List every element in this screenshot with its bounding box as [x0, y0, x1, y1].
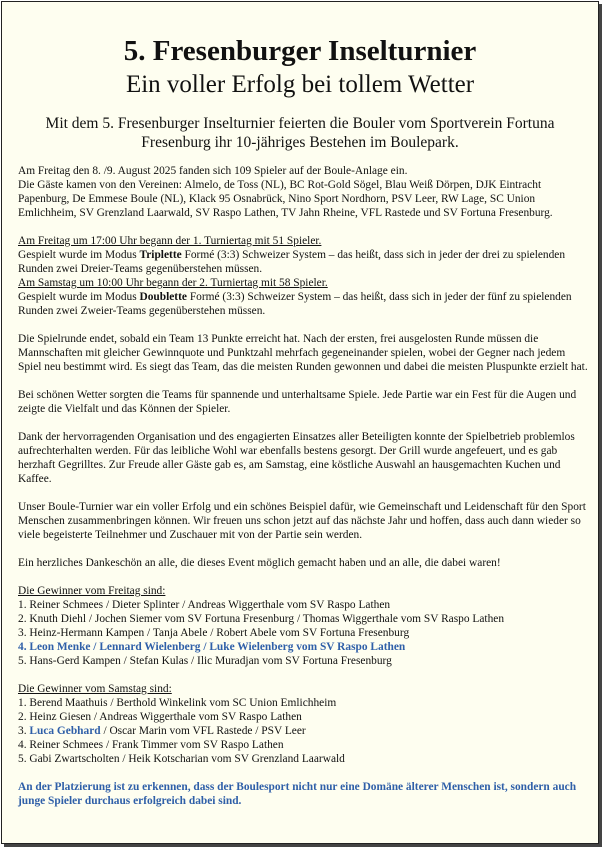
friday-winner-2: 2. Knuth Diehl / Jochen Siemer vom SV Fortuna Fresenburg / Thomas Wiggerthale vom SV Raspo Lathen — [18, 613, 505, 625]
friday-mode-text: Gespielt wurde im Modus Triplette Formé (3:3) Schweizer System – das heißt, dass sich in jeder der drei zu spielenden Runden zwei Dreier-Teams gegenüberstehen müssen. — [18, 249, 566, 275]
document-page — [1, 1, 599, 844]
saturday-winner-3: 3. Luca Gebhard / Oscar Marin vom VFL Rastede / PSV Leer — [18, 725, 306, 737]
friday-winner-5: 5. Hans-Gerd Kampen / Stefan Kulas / Ilic Muradjan vom SV Fortuna Fresenburg — [18, 655, 392, 667]
weather-paragraph: Bei schönen Wetter sorgten die Teams für spannende und unterhaltsame Spiele. Jede Partie war ein Fest für die Augen und zeigte die Vielfalt und das Können der Spieler. — [18, 389, 577, 415]
saturday-winner-5: 5. Gabi Zwartscholten / Heik Kotscharian vom SV Grenzland Laarwald — [18, 753, 345, 765]
intro-paragraph: Mit dem 5. Fresenburger Inselturnier feierten die Bouler vom Sportverein Fortuna Fresenburg ihr 10-jähriges Bestehen im Boulepark. — [45, 115, 555, 151]
saturday-winner-4: 4. Reiner Schmees / Frank Timmer vom SV Raspo Lathen — [18, 739, 284, 751]
friday-heading: Am Freitag um 17:00 Uhr begann der 1. Turniertag mit 51 Spieler. — [18, 235, 322, 247]
friday-mode: Triplette — [139, 249, 182, 261]
saturday-heading: Am Samstag um 10:00 Uhr begann der 2. Turniertag mit 58 Spieler. — [18, 277, 328, 289]
thanks-paragraph: Ein herzliches Dankeschön an alle, die dieses Event möglich gemacht haben und an alle, die dabei waren! — [18, 557, 501, 569]
friday-winner-1: 1. Reiner Schmees / Dieter Splinter / Andreas Wiggerthale vom SV Raspo Lathen — [18, 599, 391, 611]
success-paragraph: Unser Boule-Turnier war ein voller Erfolg und ein schönes Beispiel dafür, wie Gemeinschaft und Leidenschaft für den Sport Menschen zusammenbringen können. Wir freuen uns schon jetzt auf das nächste Jahr und hoffen, dass auch dann wieder so viele begeisterte Teilnehmer und Zuschauer mit von der Partie sein werden. — [18, 501, 586, 541]
saturday-winner-2: 2. Heinz Giesen / Andreas Wiggerthale vom SV Raspo Lathen — [18, 711, 302, 723]
highlighted-player: Luca Gebhard — [29, 725, 101, 737]
attendance-text: Am Freitag den 8. /9. August 2025 fanden sich 109 Spieler auf der Boule-Anlage ein. — [18, 165, 408, 177]
page-title: 5. Fresenburger Inselturnier — [123, 35, 477, 67]
saturday-mode: Doublette — [139, 291, 187, 303]
page-subtitle: Ein voller Erfolg bei tollem Wetter — [125, 71, 475, 98]
rules-paragraph: Die Spielrunde endet, sobald ein Team 13 Punkte erreicht hat. Nach der ersten, frei ausgelosten Runde müssen die Mannschaften mit gleicher Gewinnquote und Punktzahl mehrfach gegeneinander spielen, wobei der Gegner nach jedem Spiel neu bestimmt wird. Es siegt das Team, das die meisten Runden gewonnen und dabei die meisten Pluspunkte erzielt hat. — [18, 333, 588, 373]
article-body — [18, 164, 588, 808]
saturday-mode-text: Gespielt wurde im Modus Doublette Formé (3:3) Schweizer System – das heißt, dass sich in jeder der fünf zu spielenden Runden zwei Zweier-Teams gegenüberstehen müssen. — [18, 291, 572, 317]
closing-statement: An der Platzierung ist zu erkennen, dass der Boulesport nicht nur eine Domäne älterer Menschen ist, sondern auch junge Spieler durchaus erfolgreich dabei sind. — [18, 781, 577, 807]
friday-winner-4: 4. Leon Menke / Lennard Wielenberg / Luke Wielenberg vom SV Raspo Lathen — [18, 641, 406, 653]
clubs-text: Die Gäste kamen von den Vereinen: Almelo, de Toss (NL), BC Rot-Gold Sögel, Blau Weiß Dörpen, DJK Eintracht Papenburg, De Emmese Boule (NL), Klack 95 Osnabrück, Nino Sport Nordhorn, PSV Leer, RW Lage, SC Union Emlichheim, SV Grenzland Laarwald, SV Raspo Lathen, TV Jahn Rheine, VFL Rastede und SV Fortuna Fresenburg. — [18, 179, 553, 219]
organisation-paragraph: Dank der hervorragenden Organisation und des engagierten Einsatzes aller Beteiligten konnte der Spielbetrieb problemlos aufrechterhalten werden. Für das leibliche Wohl war ebenfalls bestens gesorgt. Der Grill wurde angefeuert, und es gab herzhaft Gegrilltes. Zur Freude aller Gäste gab es, am Samstag, eine köstliche Auswahl an hausgemachten Kuchen und Kaffee. — [18, 431, 575, 485]
friday-winner-3: 3. Heinz-Hermann Kampen / Tanja Abele / Robert Abele vom SV Fortuna Fresenburg — [18, 627, 410, 639]
saturday-winners-heading: Die Gewinner vom Samstag sind: — [18, 683, 172, 695]
saturday-winner-1: 1. Berend Maathuis / Berthold Winkelink vom SC Union Emlichheim — [18, 697, 337, 709]
friday-winners-heading: Die Gewinner vom Freitag sind: — [18, 585, 166, 597]
